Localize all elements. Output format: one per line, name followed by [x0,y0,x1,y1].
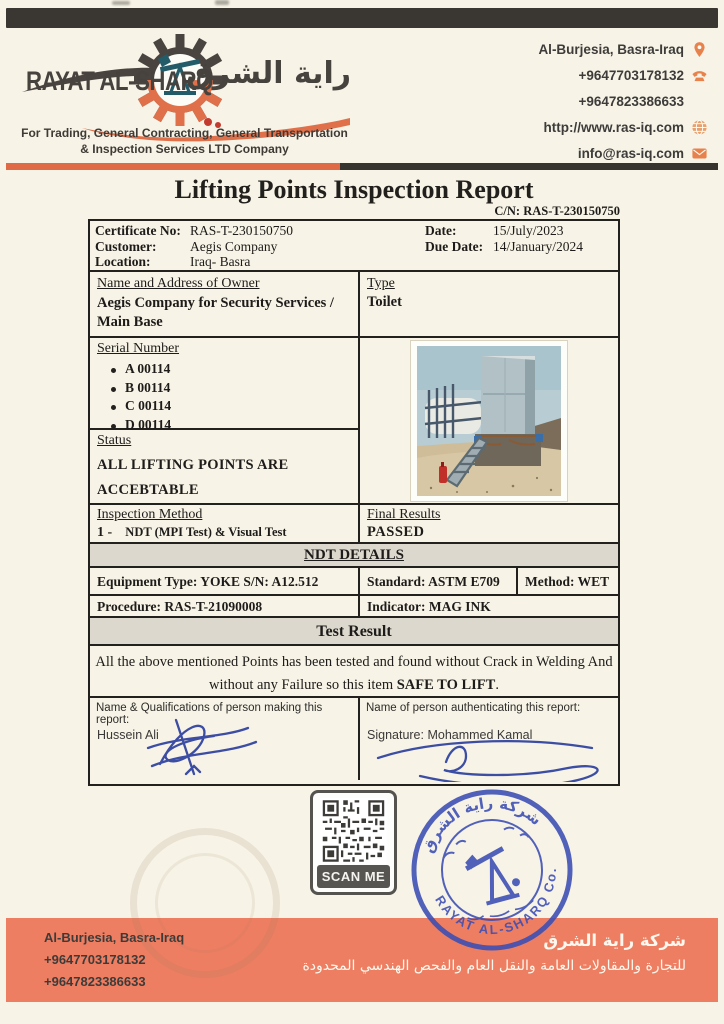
equipment-type: Equipment Type: YOKE S/N: A12.512 [97,574,319,589]
footer-company-ar: شركة راية الشرق [543,931,686,950]
final-results-label: Final Results [367,507,441,522]
contact-website [488,114,708,140]
divider-bar-dark [340,163,718,170]
serial-item: C 00114 [125,397,351,416]
customer-value: Aegis Company [190,238,278,254]
page-title: Lifting Points Inspection Report [174,175,534,204]
test-result-line2 [90,674,618,697]
serial-list [125,360,351,434]
toilet-cabin-photo [411,341,567,501]
row-ndt-procedure [90,594,618,616]
contact-email-text: info@ras-iq.com [577,145,684,161]
location-value: Iraq- Basra [190,254,251,269]
row-serial-status-photo [90,336,618,503]
test-result-header [90,616,618,644]
contact-phone1-text: +9647703178132 [578,67,684,83]
contact-phone2 [488,88,708,114]
status-label: Status [97,433,132,448]
status-line2: ACCEBTABLE [97,482,199,498]
location-pin-icon [691,41,708,58]
serial-item: A 00114 [125,360,351,379]
type-value: Toilet [367,294,402,310]
certificate-cn: C/N: RAS-T-230150750 [494,204,620,218]
divider-bar-orange [6,163,340,170]
ghost-stamp-watermark [130,828,280,978]
company-tagline-line2: & Inspection Services LTD Company [80,142,289,156]
contact-location [488,36,708,62]
serial-item: D 00114 [125,416,351,435]
inspection-method-value: NDT (MPI Test) & Visual Test [125,525,287,539]
test-result-paragraph [90,644,618,696]
company-name-ar: راية الشرق [185,56,351,91]
ndt-details-title: NDT DETAILS [304,547,404,563]
header-contact-block [488,36,708,166]
reporter-name: Hussein Ali [97,728,159,742]
contact-website-text: http://www.ras-iq.com [543,119,684,135]
footer-phone2: +9647823386633 [44,974,146,989]
due-date-value: 14/January/2024 [493,238,583,254]
phone-icon [691,67,708,84]
procedure: Procedure: RAS-T-21090008 [97,599,263,614]
row-ndt-equipment [90,566,618,594]
serial-number-cell [90,338,358,430]
row-method-results [90,503,618,542]
spacer-icon [691,93,708,110]
item-photo [411,341,567,501]
authenticator-signature [372,734,617,782]
test-result-title: Test Result [316,623,392,640]
indicator: Indicator: MAG INK [358,596,618,616]
date-label: Date: [425,223,457,238]
scan-artifact [112,1,130,5]
location-label: Location: [95,254,151,269]
status-line1: ALL LIFTING POINTS ARE [97,457,289,473]
test-result-line1: All the above mentioned Points has been tested and found without Crack in Welding And [95,654,613,670]
type-label: Type [367,276,395,291]
company-name-en: RAYAT AL-SHARQ [26,66,213,96]
stamp-pumpjack-icon [462,844,523,908]
test-result-period: . [495,677,499,693]
reporter-label: Name & Qualifications of person making this report: [96,702,323,726]
method: Method: WET [516,568,618,594]
qr-code [319,798,388,864]
footer-location: Al-Burjesia, Basra-Iraq [44,930,185,945]
globe-icon [691,119,708,136]
status-cell [90,430,358,502]
standard: Standard: ASTM E709 [358,568,516,594]
serial-label: Serial Number [97,341,180,356]
footer-bar [6,918,718,1002]
stamp-arabic-text: شركة راية الشرق [418,793,545,856]
footer-phone1: +9647703178132 [44,952,146,967]
qr-sticker [310,790,397,895]
safe-to-lift-text: SAFE TO LIFT [396,677,496,693]
ndt-details-header [90,542,618,566]
certificate-no-label: Certificate No: [95,223,181,238]
authenticator-label: Name of person authenticating this report: [366,702,581,714]
stamp-english-text: RAYAT AL-SHARQ Co. [432,866,560,938]
customer-label: Customer: [95,238,157,254]
company-logo [12,30,357,168]
certificate-no-value: RAS-T-230150750 [190,223,294,238]
reporter-signature [142,714,272,780]
authenticator-name: Signature: Mohammed Kamal [367,728,533,742]
company-tagline-line1: For Trading, General Contracting, General Transportation [21,126,348,140]
final-results-value: PASSED [367,524,425,540]
contact-phone1 [488,62,708,88]
contact-location-text: Al-Burjesia, Basra-Iraq [538,41,684,57]
test-result-line2-text: without any Failure so this item [209,677,394,693]
envelope-icon [691,145,708,162]
owner-label: Name and Address of Owner [97,276,260,291]
inspection-method-label: Inspection Method [97,507,203,522]
contact-phone2-text: +9647823386633 [578,93,684,109]
row-owner-type [90,270,618,336]
row-certificate-info [90,221,618,270]
date-value: 15/July/2023 [493,223,564,238]
serial-item: B 00114 [125,379,351,398]
owner-value: Aegis Company for Security Services / Main Base [97,295,334,330]
certificate-table [88,219,620,786]
scan-me-label: SCAN ME [317,865,390,888]
footer-company-ar-desc: للتجارة والمقاولات العامة والنقل العام والفحص الهندسي المحدودة [302,958,686,974]
header-top-bar [6,8,718,28]
scan-artifact [215,0,229,5]
inspection-method-number: 1 - [97,525,113,540]
due-date-label: Due Date: [425,238,484,254]
